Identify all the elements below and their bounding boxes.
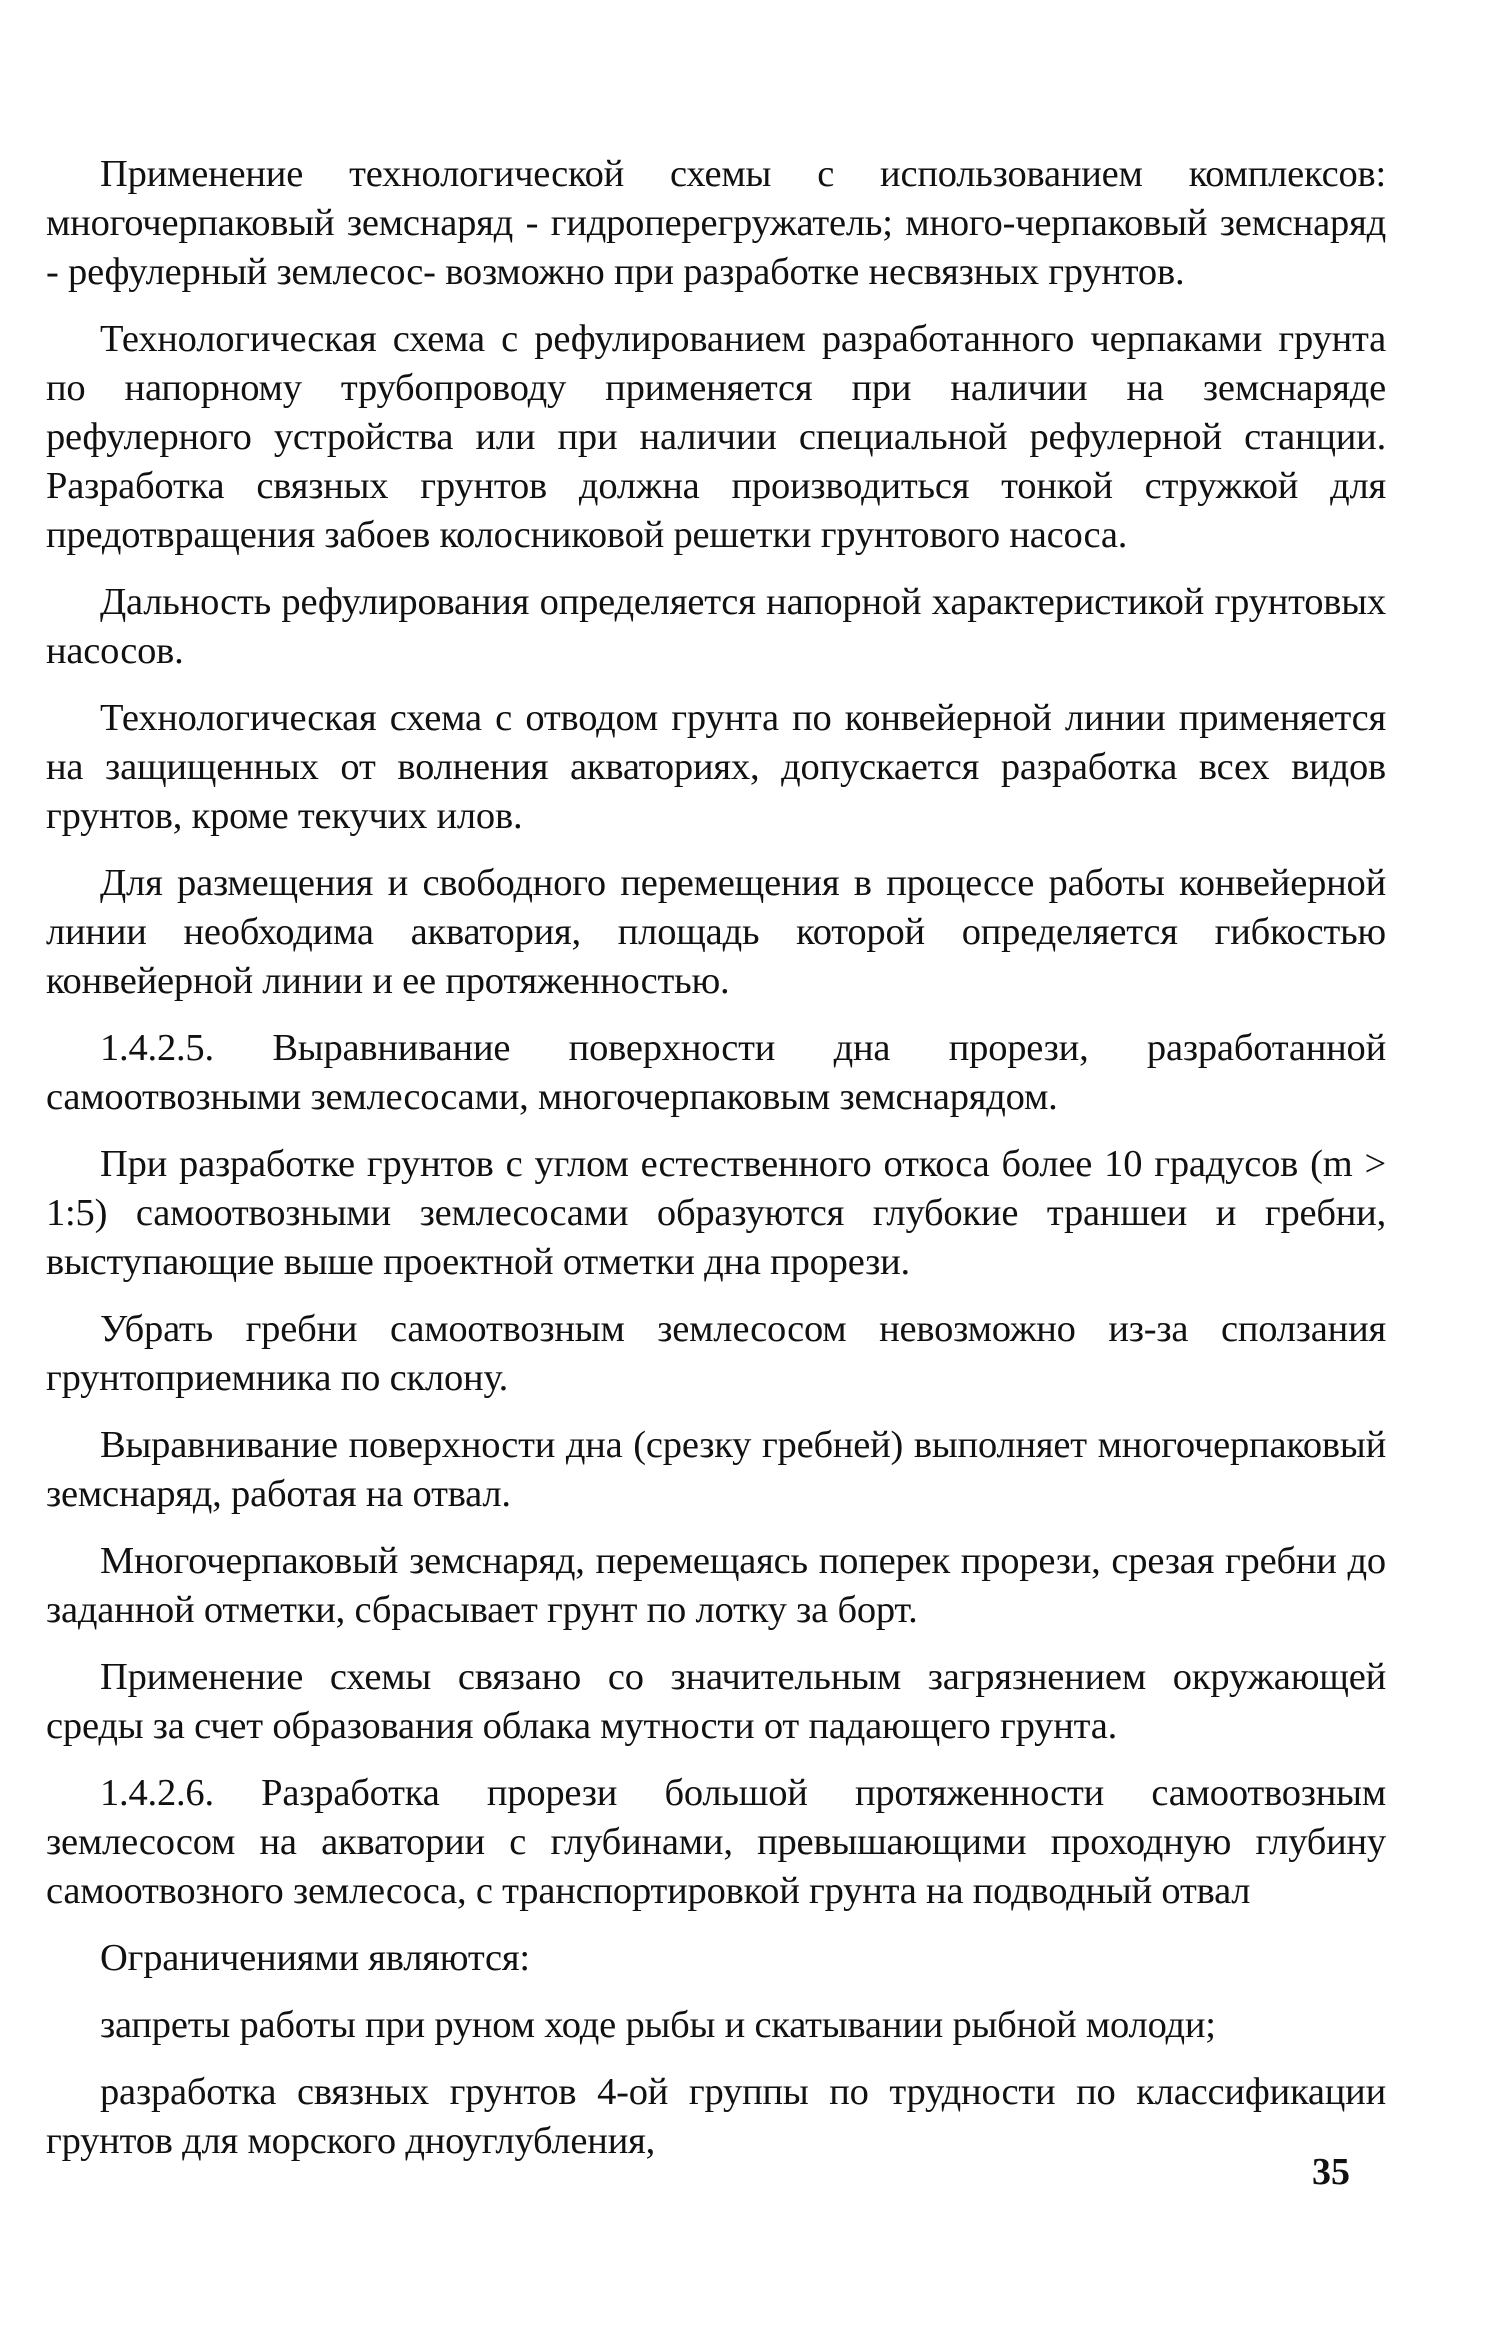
paragraph-refulation-range: Дальность рефулирования определяется напорной характеристикой грунтовых насосов. <box>46 581 1386 672</box>
paragraph-technological-scheme-complexes: Применение технологической схемы с использованием комплексов: многочерпаковый земснаряд - гидроперегружатель; много-черпаковый земснаряд - рефулерный землесос- возможно при разработке несвязных грунтов. <box>46 153 1386 293</box>
paragraph-slope-trenches: При разработке грунтов с углом естественного откоса более 10 градусов (m > 1:5) самоотвозными землесосами образуются глубокие траншеи и гребни, выступающие выше проектной отметки дна прорези. <box>46 1143 1386 1283</box>
paragraph-conveyor-area: Для размещения и свободного перемещения в процессе работы конвейерной линии необходима акватория, площадь которой определяется гибкостью конвейерной линии и ее протяженностью. <box>46 862 1386 1002</box>
section-heading-1-4-2-6: 1.4.2.6. Разработка прорези большой протяженности самоотвозным землесосом на акватории с глубинами, превышающими проходную глубину самоотвозного землесоса, с транспортировкой грунта на подводный отвал <box>46 1772 1386 1912</box>
paragraph-environmental-impact: Применение схемы связано со значительным загрязнением окружающей среды за счет образования облака мутности от падающего грунта. <box>46 1656 1386 1747</box>
paragraph-leveling-bottom: Выравнивание поверхности дна (срезку гребней) выполняет многочерпаковый земснаряд, работая на отвал. <box>46 1424 1386 1515</box>
page-number: 35 <box>1312 2151 1350 2193</box>
paragraph-limitation-fish: запреты работы при руном ходе рыбы и скатывании рыбной молоди; <box>100 2004 1216 2046</box>
paragraph-refulation-scheme: Технологическая схема с рефулированием разработанного черпаками грунта по напорному трубопроводу применяется при наличии на земснаряде рефулерного устройства или при наличии специальной рефулерной станции. Разработка связных грунтов должна производиться тонкой стружкой для предотвращения забоев колосниковой решетки грунтового насоса. <box>46 318 1386 556</box>
body-text <box>46 150 1386 2184</box>
paragraph-remove-ridges: Убрать гребни самоотвозным землесосом невозможно из-за сползания грунтоприемника по склону. <box>46 1308 1386 1399</box>
paragraph-limitations-heading: Ограничениями являются: <box>100 1937 530 1979</box>
paragraph-dredger-movement: Многочерпаковый земснаряд, перемещаясь поперек прорези, срезая гребни до заданной отметки, сбрасывает грунт по лотку за борт. <box>46 1540 1386 1631</box>
section-heading-1-4-2-5: 1.4.2.5. Выравнивание поверхности дна прорези, разработанной самоотвозными землесосами, многочерпаковым земснарядом. <box>46 1027 1386 1118</box>
paragraph-conveyor-scheme: Технологическая схема с отводом грунта по конвейерной линии применяется на защищенных от волнения акваториях, допускается разработка всех видов грунтов, кроме текучих илов. <box>46 697 1386 837</box>
paragraph-limitation-soils: разработка связных грунтов 4-ой группы по трудности по классификации грунтов для морского дноуглубления, <box>46 2071 1386 2162</box>
